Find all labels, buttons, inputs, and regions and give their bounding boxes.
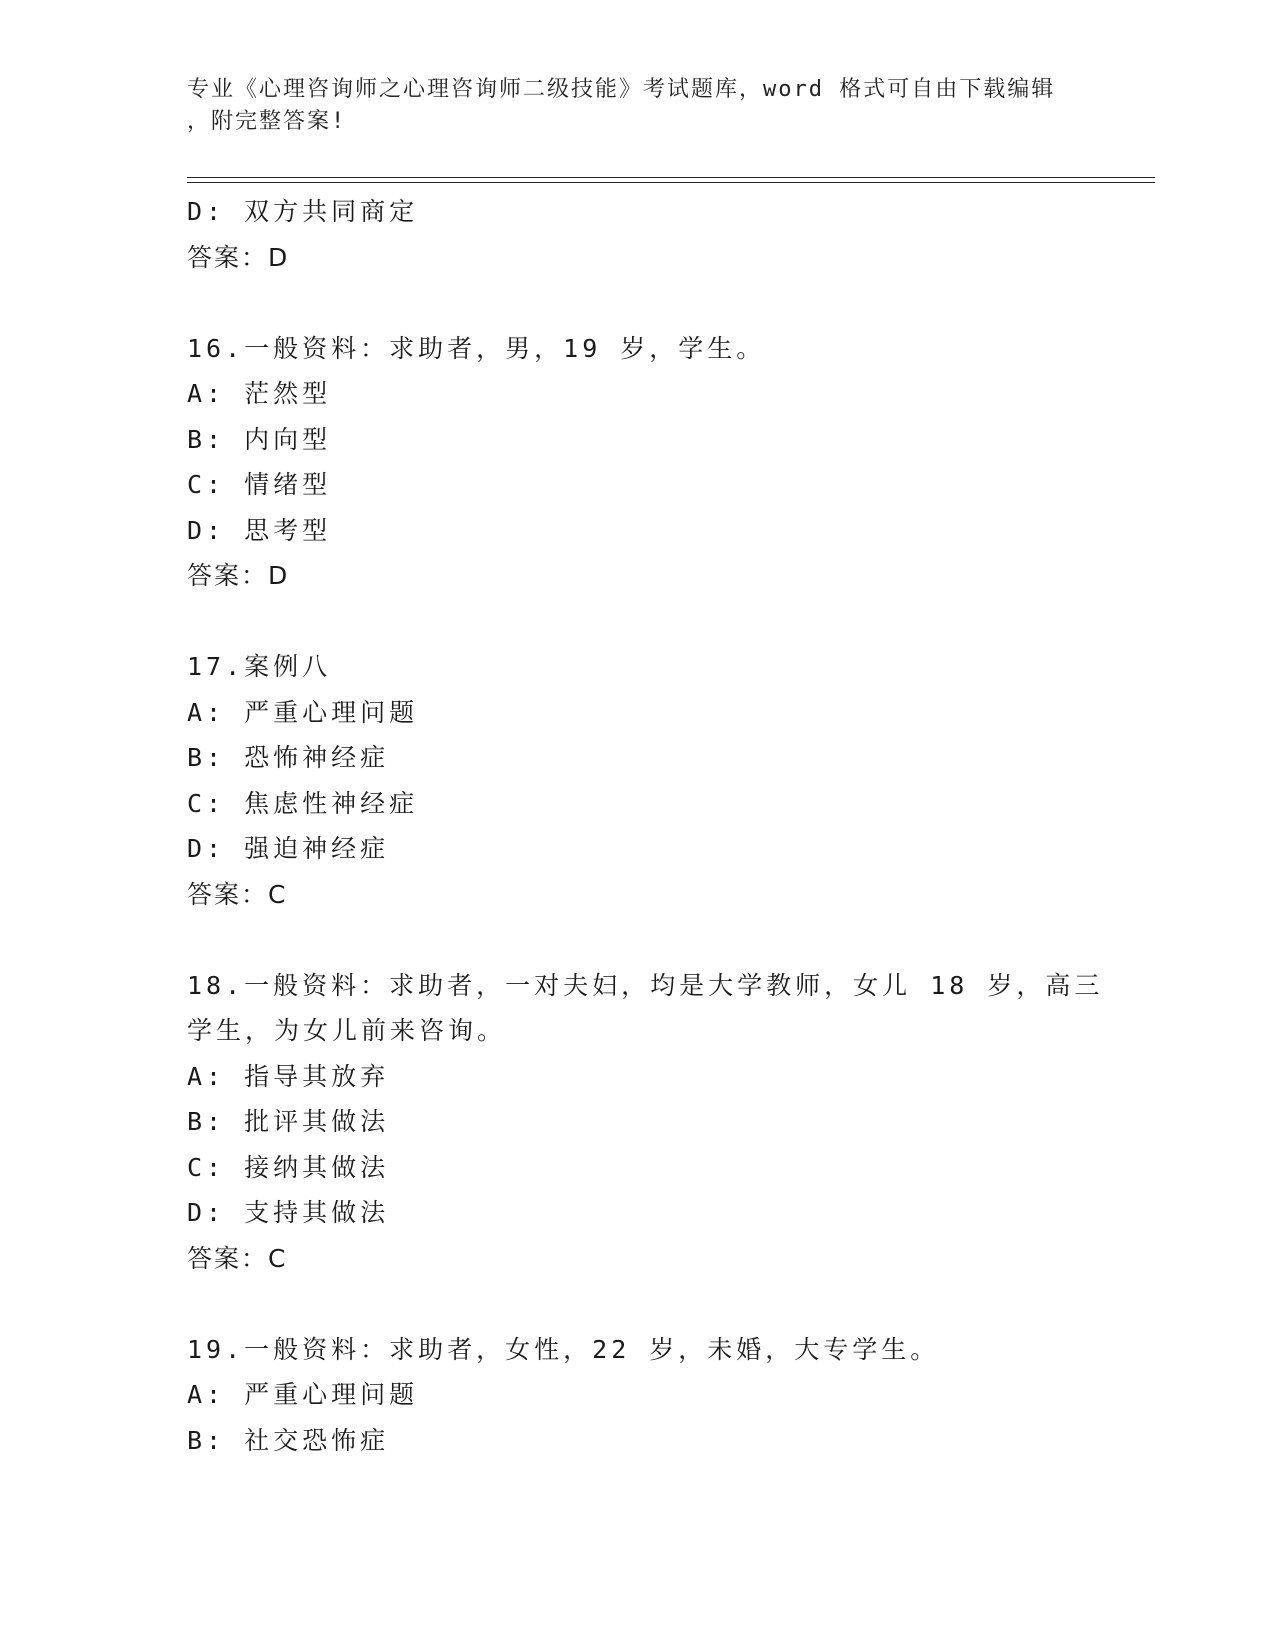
question-stem: 16.一般资料：求助者，男，19 岁，学生。 (187, 333, 766, 363)
question-17 (187, 644, 1087, 917)
question-stem: 19.一般资料：求助者，女性，22 岁，未婚，大专学生。 (187, 1334, 940, 1364)
header-rule-top (187, 177, 1155, 178)
question-stem-line-1: 18.一般资料：求助者，一对夫妇，均是大学教师，女儿 18 岁，高三 (187, 970, 1104, 1000)
question-list (187, 189, 1104, 1463)
answer-line: 答案：D (187, 561, 290, 590)
option-d: D: 支持其做法 (187, 1198, 390, 1227)
question-18 (187, 963, 1104, 1282)
option-a: A: 严重心理问题 (187, 697, 419, 727)
answer-line: 答案：D (187, 242, 290, 272)
header-line-2: ，附完整答案! (187, 109, 347, 134)
answer-line: 答案：C (187, 879, 288, 909)
option-c: C: 情绪型 (187, 470, 332, 499)
header-rule-bottom (187, 182, 1155, 183)
option-d: D: 思考型 (187, 515, 332, 545)
question-stem: 17.案例八 (187, 652, 332, 681)
option-a: A: 茫然型 (187, 379, 332, 408)
question-stem-line-2: 学生，为女儿前来咨询。 (187, 1016, 507, 1045)
option-c: C: 接纳其做法 (187, 1152, 390, 1182)
question-16 (187, 326, 1087, 599)
option-c: C: 焦虑性神经症 (187, 788, 419, 818)
option-b: B: 社交恐怖症 (187, 1425, 390, 1455)
option-a: A: 指导其放弃 (187, 1061, 390, 1091)
option-b: B: 恐怖神经症 (187, 743, 390, 772)
answer-line: 答案：C (187, 1243, 288, 1273)
option-b: B: 批评其做法 (187, 1107, 390, 1136)
option-b: B: 内向型 (187, 424, 332, 454)
question-19 (187, 1327, 1087, 1464)
option-d: D: 双方共同商定 (187, 197, 419, 226)
option-d: D: 强迫神经症 (187, 834, 390, 863)
document-header (187, 74, 1067, 138)
option-a: A: 严重心理问题 (187, 1380, 419, 1409)
header-line-1: 专业《心理咨询师之心理咨询师二级技能》考试题库，word 格式可自由下载编辑 (187, 77, 1056, 102)
